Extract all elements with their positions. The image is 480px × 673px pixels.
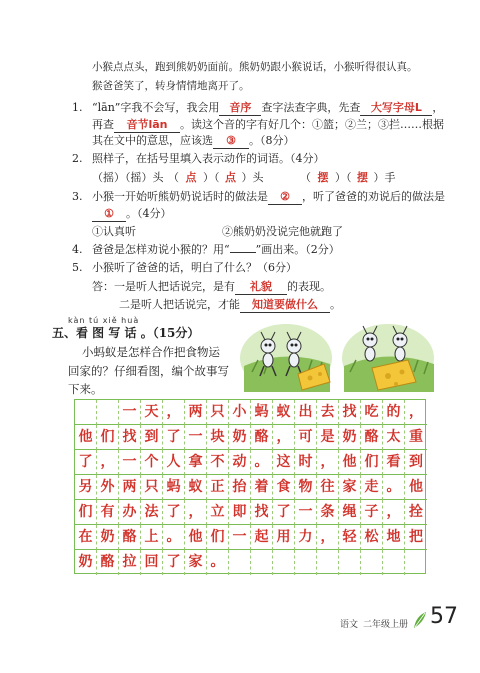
panel-1 bbox=[240, 324, 332, 392]
grid-cell: 绳 bbox=[339, 500, 361, 525]
grid-cell bbox=[75, 400, 97, 425]
grid-cell: ， bbox=[383, 500, 405, 525]
grid-cell: 拴 bbox=[405, 500, 427, 525]
grid-cell: 人 bbox=[163, 450, 185, 475]
grid-cell: 了 bbox=[273, 500, 295, 525]
grid-cell: 奶 bbox=[97, 525, 119, 550]
q2-text: 照样子，在括号里填入表示动作的词语。（4分） bbox=[92, 152, 325, 165]
story-line-1: 小猴点点头，跑到熊奶奶面前。熊奶奶跟小猴说话，小猴听得很认真。 bbox=[92, 61, 418, 73]
grid-row bbox=[75, 550, 425, 575]
q1-text-d: 再查 bbox=[92, 118, 114, 131]
grid-cell: ， bbox=[273, 425, 295, 450]
story-line-2: 猴爸爸笑了，转身情情地离开了。 bbox=[92, 80, 250, 92]
grid-cell: 们 bbox=[75, 500, 97, 525]
q2-answer-2: 点 bbox=[225, 171, 236, 184]
q1-text-a: “lān”字我不会写，我会用 bbox=[92, 101, 220, 114]
grid-row bbox=[75, 425, 425, 450]
grid-cell: ， bbox=[317, 525, 339, 550]
grid-cell: 走 bbox=[361, 475, 383, 500]
grid-cell: 小 bbox=[229, 400, 251, 425]
q5-answer-d: 。 bbox=[330, 298, 341, 311]
grid-row bbox=[75, 500, 425, 525]
grid-cell: 可 bbox=[295, 425, 317, 450]
footer-subject: 语文 bbox=[340, 620, 359, 630]
section5-title: 五、看 图 写 话 。（15分） bbox=[52, 326, 200, 340]
q3-option-2: ②熊奶奶没说完他就跑了 bbox=[222, 225, 343, 238]
section5-prompt-3: 下来。 bbox=[68, 382, 103, 396]
grid-cell: 找 bbox=[119, 425, 141, 450]
grid-cell: 即 bbox=[229, 500, 251, 525]
grid-cell: 奶 bbox=[339, 425, 361, 450]
grid-cell: 有 bbox=[97, 500, 119, 525]
grid-cell: 蚂 bbox=[251, 400, 273, 425]
grid-cell: 找 bbox=[339, 400, 361, 425]
grid-cell: ， bbox=[317, 450, 339, 475]
grid-cell: 的 bbox=[383, 400, 405, 425]
q5-answer-c: 二是听人把话说完，才能 bbox=[119, 298, 240, 311]
grid-cell: 去 bbox=[317, 400, 339, 425]
grid-cell bbox=[383, 550, 405, 575]
grid-cell: 时 bbox=[295, 450, 317, 475]
grid-cell: 上 bbox=[141, 525, 163, 550]
grid-cell: 们 bbox=[97, 425, 119, 450]
q5-answer-line-2 bbox=[119, 298, 341, 313]
q4-number: 4. bbox=[72, 243, 83, 256]
grid-cell: 家 bbox=[339, 475, 361, 500]
q1-text-f: 其在文中的意思，应该选 bbox=[92, 134, 213, 147]
q1-answer-syllable: 音节lān bbox=[114, 118, 180, 133]
grid-cell: 出 bbox=[295, 400, 317, 425]
q4-text-b: ”画出来。（2分） bbox=[255, 243, 340, 256]
q2-example: （摇）（摇）头 bbox=[92, 171, 164, 184]
grid-cell: 回 bbox=[141, 550, 163, 575]
q1-number: 1. bbox=[72, 101, 83, 114]
q4-underline-sample bbox=[230, 252, 256, 253]
grid-cell: 天 bbox=[141, 400, 163, 425]
grid-cell: 蚁 bbox=[273, 400, 295, 425]
panel-2 bbox=[342, 324, 434, 392]
grid-cell bbox=[361, 550, 383, 575]
q4-text-a: 爸爸是怎样劝说小猴的？用“ bbox=[92, 243, 230, 256]
section5-pinyin: kàn tú xiě huà bbox=[68, 316, 140, 325]
q3-answer-2: ① bbox=[92, 207, 126, 222]
q3-option-1: ①认真听 bbox=[92, 225, 136, 238]
grid-cell: 他 bbox=[339, 450, 361, 475]
grid-cell: 起 bbox=[251, 525, 273, 550]
q2-answer-1: 点 bbox=[185, 171, 197, 184]
grid-cell: 看 bbox=[383, 450, 405, 475]
grid-cell: 们 bbox=[207, 525, 229, 550]
grid-cell: 一 bbox=[119, 400, 141, 425]
grid-cell: 正 bbox=[207, 475, 229, 500]
grid-cell: 条 bbox=[317, 500, 339, 525]
grid-cell: 往 bbox=[317, 475, 339, 500]
q3-text-c: 。（4分） bbox=[126, 207, 172, 220]
q1-line-1 bbox=[92, 101, 443, 116]
grid-cell: 酪 bbox=[119, 525, 141, 550]
grid-cell: 立 bbox=[207, 500, 229, 525]
grid-row bbox=[75, 475, 425, 500]
grid-cell: 他 bbox=[405, 475, 427, 500]
grid-cell: 。 bbox=[207, 550, 229, 575]
grid-cell: 蚁 bbox=[185, 475, 207, 500]
grid-cell: 把 bbox=[405, 525, 427, 550]
q5-answer-word-2: 知道要做什么 bbox=[240, 298, 330, 313]
q3-line-1 bbox=[92, 190, 445, 205]
grid-cell: 。 bbox=[383, 475, 405, 500]
grid-cell: 一 bbox=[229, 525, 251, 550]
grid-cell: 拉 bbox=[119, 550, 141, 575]
grid-cell: 一 bbox=[119, 450, 141, 475]
grid-cell: 两 bbox=[119, 475, 141, 500]
grid-cell: 。 bbox=[163, 525, 185, 550]
writing-grid bbox=[74, 399, 426, 574]
q5-number: 5. bbox=[72, 261, 83, 274]
grid-cell: 们 bbox=[361, 450, 383, 475]
q1-text-e: 。读这个音的字有好几个：①篮；②兰；③拦……根据 bbox=[180, 118, 444, 131]
grid-cell: 了 bbox=[163, 550, 185, 575]
grid-cell: 物 bbox=[295, 475, 317, 500]
q1-answer-choice: ③ bbox=[213, 134, 249, 149]
grid-cell bbox=[295, 550, 317, 575]
grid-cell: 拿 bbox=[185, 450, 207, 475]
grid-cell: 他 bbox=[75, 425, 97, 450]
grid-cell: 地 bbox=[383, 525, 405, 550]
q3-text-a: 小猴一开始听熊奶奶说话时的做法是 bbox=[92, 190, 268, 203]
grid-cell: 了 bbox=[163, 425, 185, 450]
grid-cell bbox=[97, 400, 119, 425]
q2-answer-3: 摆 bbox=[317, 171, 329, 184]
q3-answer-1: ② bbox=[268, 190, 302, 205]
grid-cell: 只 bbox=[141, 475, 163, 500]
grid-cell: 动 bbox=[229, 450, 251, 475]
grid-cell bbox=[339, 550, 361, 575]
grid-cell: 另 bbox=[75, 475, 97, 500]
q2-item-1: （ 点 ）（ 点 ）头 bbox=[168, 171, 264, 184]
grid-cell: 抬 bbox=[229, 475, 251, 500]
grid-cell: 办 bbox=[119, 500, 141, 525]
grid-cell bbox=[251, 550, 273, 575]
grid-cell: 一 bbox=[295, 500, 317, 525]
grid-cell: 食 bbox=[273, 475, 295, 500]
q1-line-2 bbox=[92, 118, 444, 133]
page-number: 57 bbox=[430, 604, 458, 629]
grid-cell: ， bbox=[405, 400, 427, 425]
q5-answer-b: 的表现。 bbox=[287, 280, 331, 293]
leaf-icon bbox=[412, 610, 428, 630]
grid-cell: 家 bbox=[185, 550, 207, 575]
grid-cell: 找 bbox=[251, 500, 273, 525]
ants-cheese-illustration bbox=[238, 316, 438, 394]
q2-answer-4: 摆 bbox=[357, 171, 368, 184]
q1-text-g: 。（8分） bbox=[249, 134, 295, 147]
grid-cell: 吃 bbox=[361, 400, 383, 425]
grid-cell: 到 bbox=[141, 425, 163, 450]
grid-cell: 蚂 bbox=[163, 475, 185, 500]
grid-cell: 子 bbox=[361, 500, 383, 525]
grid-cell: 他 bbox=[185, 525, 207, 550]
q3-number: 3. bbox=[72, 190, 83, 203]
footer-grade: 二年级上册 bbox=[363, 620, 409, 630]
grid-cell: ， bbox=[163, 400, 185, 425]
grid-cell: 块 bbox=[207, 425, 229, 450]
grid-cell: 到 bbox=[405, 450, 427, 475]
grid-cell: 太 bbox=[383, 425, 405, 450]
grid-cell: 。 bbox=[251, 450, 273, 475]
q2-tail-1: 头 bbox=[252, 171, 264, 184]
grid-cell: 是 bbox=[317, 425, 339, 450]
q2-tail-2: 手 bbox=[384, 171, 396, 184]
grid-cell bbox=[273, 550, 295, 575]
q3-line-2 bbox=[92, 207, 172, 222]
q3-text-b: ，听了爸爸的劝说后的做法是 bbox=[302, 190, 445, 203]
grid-cell: 在 bbox=[75, 525, 97, 550]
q5-answer-word-1: 礼貌 bbox=[235, 280, 287, 295]
grid-row bbox=[75, 400, 425, 425]
grid-cell: 两 bbox=[185, 400, 207, 425]
q2-item-2: （ 摆 ）（ 摆 ）手 bbox=[300, 171, 396, 184]
grid-row bbox=[75, 525, 425, 550]
grid-cell: 这 bbox=[273, 450, 295, 475]
grid-cell: 酪 bbox=[361, 425, 383, 450]
q1-answer-method: 音序 bbox=[219, 101, 261, 116]
q1-line-3 bbox=[92, 134, 295, 149]
grid-cell bbox=[405, 550, 427, 575]
grid-cell: 不 bbox=[207, 450, 229, 475]
grid-row bbox=[75, 450, 425, 475]
grid-cell: 松 bbox=[361, 525, 383, 550]
grid-cell: 奶 bbox=[75, 550, 97, 575]
q1-answer-letter: 大写字母L bbox=[360, 101, 432, 116]
q5-answer-a: 答：一是听人把话说完，是有 bbox=[92, 280, 235, 293]
q1-text-c: ， bbox=[432, 101, 444, 114]
q2-number: 2. bbox=[72, 152, 83, 165]
grid-cell: 酪 bbox=[97, 550, 119, 575]
grid-cell: 用 bbox=[273, 525, 295, 550]
section5-prompt-1: 小蚂蚁是怎样合作把食物运 bbox=[82, 345, 220, 359]
grid-cell: 奶 bbox=[229, 425, 251, 450]
grid-cell: 力 bbox=[295, 525, 317, 550]
q5-answer-line-1 bbox=[92, 280, 331, 295]
grid-cell: 法 bbox=[141, 500, 163, 525]
grid-cell: 酪 bbox=[251, 425, 273, 450]
grid-cell: 了 bbox=[163, 500, 185, 525]
grid-cell: ， bbox=[185, 500, 207, 525]
grid-cell: 了 bbox=[75, 450, 97, 475]
grid-cell: 一 bbox=[185, 425, 207, 450]
grid-cell bbox=[229, 550, 251, 575]
grid-cell: 只 bbox=[207, 400, 229, 425]
grid-cell: 着 bbox=[251, 475, 273, 500]
q5-text: 小猴听了爸爸的话，明白了什么？（6分） bbox=[92, 261, 297, 274]
section5-prompt-2: 回家的？仔细看图，编个故事写 bbox=[68, 364, 229, 378]
grid-cell bbox=[317, 550, 339, 575]
grid-cell: 重 bbox=[405, 425, 427, 450]
grid-cell: ， bbox=[97, 450, 119, 475]
q4-line bbox=[92, 243, 340, 257]
grid-cell: 轻 bbox=[339, 525, 361, 550]
grid-cell: 外 bbox=[97, 475, 119, 500]
q1-text-b: 查字法查字典，先查 bbox=[261, 101, 361, 114]
grid-cell: 个 bbox=[141, 450, 163, 475]
